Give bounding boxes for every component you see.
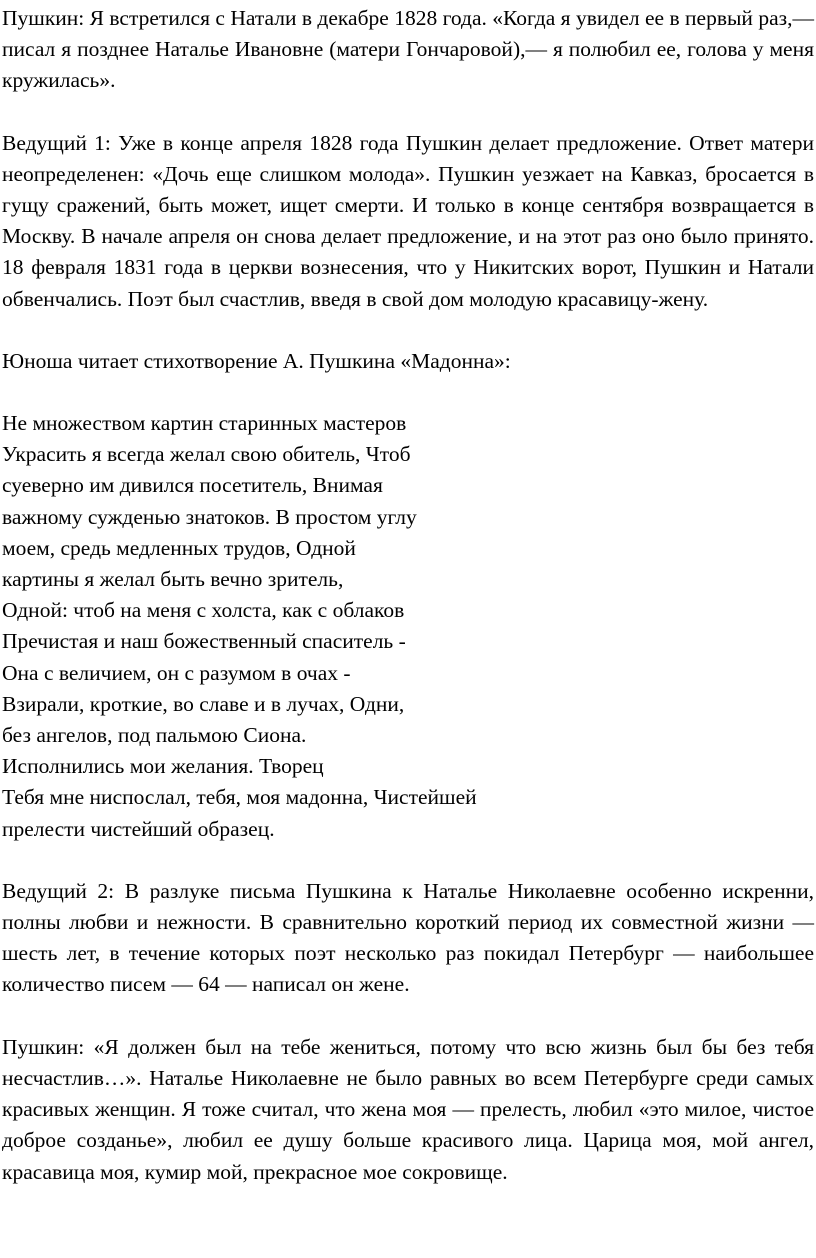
poem-line: суеверно им дивился посетитель, Внимая — [2, 473, 383, 498]
poem-line: Тебя мне ниспослал, тебя, моя мадонна, Чистейшей — [2, 785, 477, 810]
poem-line: Она с величием, он с разумом в очах - — [2, 660, 351, 685]
poem-line: моем, средь медленных трудов, Одной — [2, 535, 356, 560]
poem-line: Исполнились мои желания. Творец — [2, 754, 324, 779]
paragraph-pushkin-meeting: Пушкин: Я встретился с Натали в декабре 1828 года. «Когда я увидел ее в первый раз,— писал я позднее Наталье Ивановне (матери Гончаровой),— я полюбил ее, голова у меня кружилась». — [2, 6, 814, 93]
poem-line: Взирали, кроткие, во славе и в лучах, Одни, — [2, 691, 405, 716]
poem-line: Пречистая и наш божественный спаситель - — [2, 629, 406, 654]
poem-line: без ангелов, под пальмою Сиона. — [2, 723, 307, 748]
paragraph-host-1: Ведущий 1: Уже в конце апреля 1828 года Пушкин делает предложение. Ответ матери неопределенен: «Дочь еще слишком молода». Пушкин уезжает на Кавказ, бросается в гущу сражений, быть может, ищет смерти. И только в конце сентября возвращается в Москву. В начале апреля он снова делает предложение, и на этот раз оно было принято. 18 февраля 1831 года в церкви вознесения, что у Никитских ворот, Пушкин и Натали обвенчались. Поэт был счастлив, введя в свой дом молодую красавицу-жену. — [2, 130, 814, 311]
paragraph-host-2: Ведущий 2: В разлуке письма Пушкина к Наталье Николаевне особенно искренни, полны любви и нежности. В сравнительно короткий период их совместной жизни — шесть лет, в течение которых поэт несколько раз покидал Петербург — наибольшее количество писем — 64 — написал он жене. — [2, 878, 814, 997]
poem-line: Не множеством картин старинных мастеров — [2, 411, 407, 436]
poem-line: Одной: чтоб на меня с холста, как с облаков — [2, 598, 405, 623]
poem-line: картины я желал быть вечно зритель, — [2, 567, 344, 592]
paragraph-poem-intro: Юноша читает стихотворение А. Пушкина «Мадонна»: — [2, 348, 511, 373]
paragraph-pushkin-letter: Пушкин: «Я должен был на тебе жениться, потому что всю жизнь был бы без тебя несчастлив…». Наталье Николаевне не было равных во всем Петербурге среди самых красивых женщин. Я тоже считал, что жена моя — прелесть, любил «это милое, чистое доброе созданье», любил ее душу больше красивого лица. Царица моя, мой ангел, красавица моя, кумир мой, прекрасное мое сокровище. — [2, 1034, 814, 1184]
poem-line: Украсить я всегда желал свою обитель, Чтоб — [2, 442, 411, 467]
poem-line: прелести чистейший образец. — [2, 816, 275, 841]
poem-madonna — [2, 408, 814, 845]
poem-line: важному сужденью знатоков. В простом углу — [2, 504, 417, 529]
